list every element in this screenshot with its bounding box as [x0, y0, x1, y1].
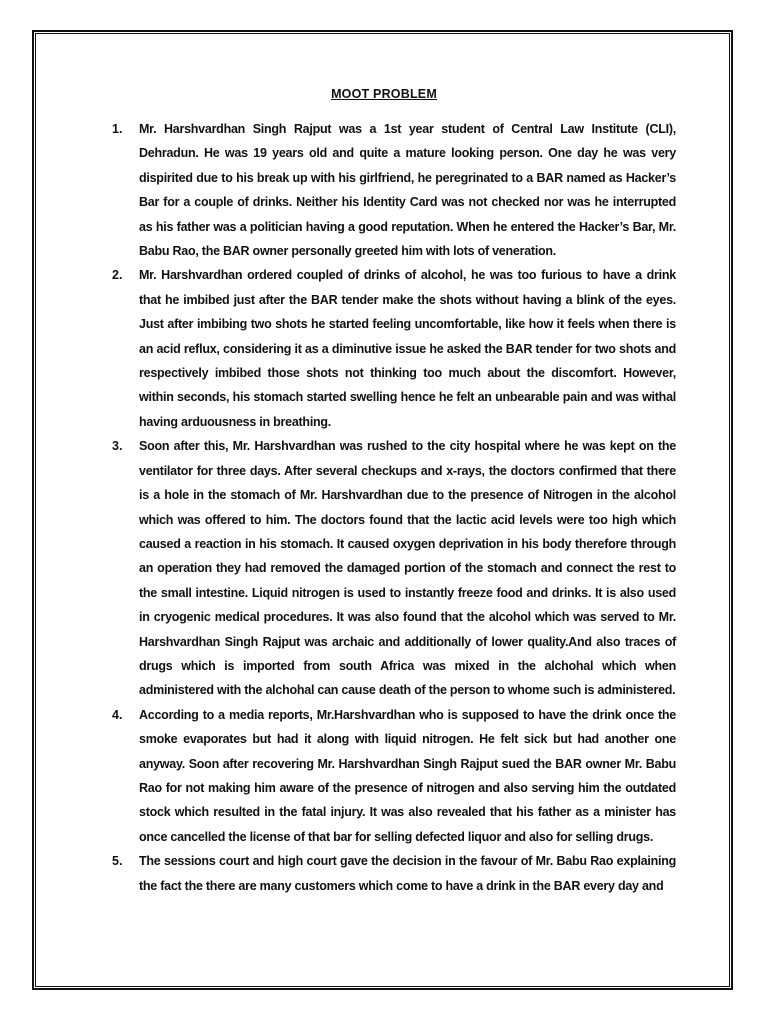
problem-item-4	[112, 703, 676, 849]
item-text: The sessions court and high court gave the decision in the favour of Mr. Babu Rao explaining the fact the there are many customers which come to have a drink in the BAR every day and	[139, 854, 676, 893]
problem-item-5	[112, 849, 676, 898]
item-text: Mr. Harshvardhan ordered coupled of drinks of alcohol, he was too furious to have a drink that he imbibed just after the BAR tender make the shots without having a blink of the eyes. Just after imbibing two shots he started feeling uncomfortable, like how it feels when there is an acid reflux, considering it as a diminutive issue he asked the BAR tender for two shots and respectively imbibed those shots not thinking too much about the discomfort. However, within seconds, his stomach started swelling hence he felt an unbearable pain and was withal having arduousness in breathing.	[139, 268, 676, 429]
document-title: MOOT PROBLEM	[331, 87, 437, 101]
item-text: Soon after this, Mr. Harshvardhan was rushed to the city hospital where he was kept on the ventilator for three days. After several checkups and x-rays, the doctors confirmed that there is a hole in the stomach of Mr. Harshvardhan due to the presence of Nitrogen in the alcohol which was offered to him. The doctors found that the lactic acid levels were too high which caused a reaction in his stomach. It caused oxygen deprivation in his body therefore through an operation they had removed the damaged portion of the stomach and connect the rest to the small intestine. Liquid nitrogen is used to instantly freeze food and drinks. It is also used in cryogenic medical procedures. It was also found that the alcohol which was served to Mr. Harshvardhan Singh Rajput was archaic and additionally of lower quality.And also traces of drugs which is imported from south Africa was mixed in the alchohal which when administered with the alchohal can cause death of the person to whome such is administered.	[139, 439, 676, 698]
problem-list	[112, 117, 676, 898]
item-number: 5.	[112, 854, 123, 869]
item-number: 4.	[112, 707, 123, 722]
item-text: Mr. Harshvardhan Singh Rajput was a 1st year student of Central Law Institute (CLI), Dehradun. He was 19 years old and quite a mature looking person. One day he was very dispirited due to his break up with his girlfriend, he peregrinated to a BAR named as Hacker’s Bar for a couple of drinks. Neither his Identity Card was not checked nor was he interrupted as his father was a politician having a good reputation. When he entered the Hacker’s Bar, Mr. Babu Rao, the BAR owner personally greeted him with lots of veneration.	[139, 122, 676, 259]
problem-item-3	[112, 434, 676, 702]
item-number: 3.	[112, 439, 123, 454]
problem-item-1	[112, 117, 676, 263]
item-text: According to a media reports, Mr.Harshvardhan who is supposed to have the drink once the smoke evaporates but had it along with liquid nitrogen. He felt sick but had another one anyway. Soon after recovering Mr. Harshvardhan Singh Rajput sued the BAR owner Mr. Babu Rao for not making him aware of the presence of nitrogen and also serving him the outdated stock which resulted in the fatal injury. It was also revealed that his father as a minister has once cancelled the license of that bar for selling defected liquor and also for selling drugs.	[139, 707, 676, 844]
item-number: 2.	[112, 268, 123, 283]
problem-item-2	[112, 263, 676, 434]
item-number: 1.	[112, 122, 123, 136]
